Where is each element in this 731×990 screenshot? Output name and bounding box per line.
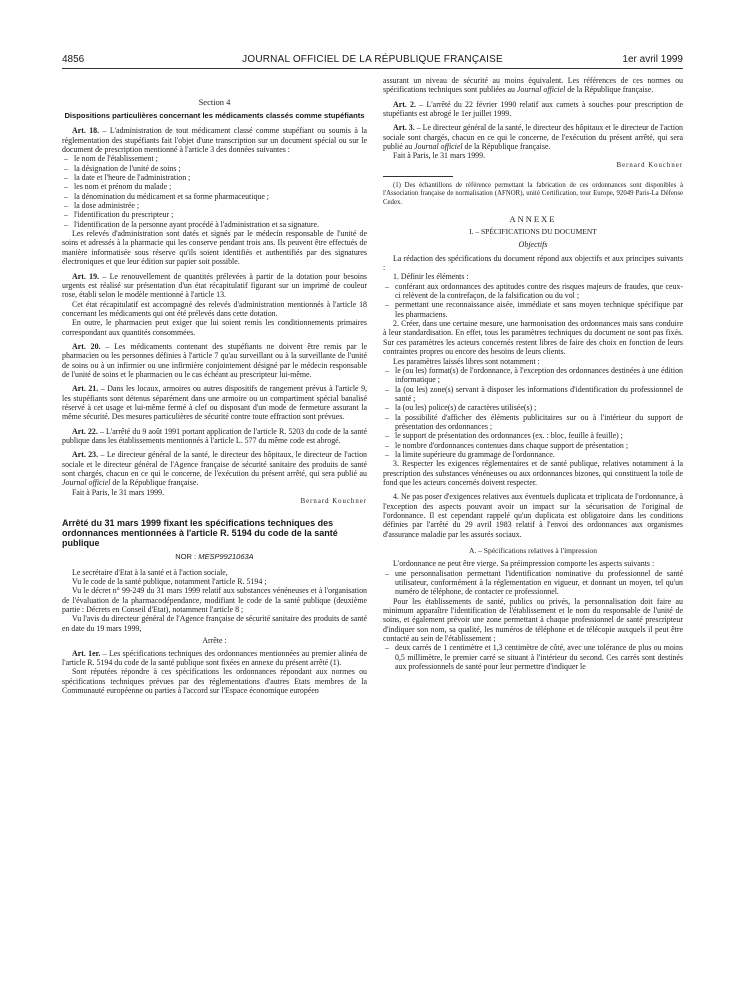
right-column	[383, 76, 683, 672]
list-item: – le (ou les) format(s) de l'ordonnance, à l'exception des ordonnances destinées à une édition informatique ;	[395, 366, 683, 385]
article-1: Art. 1er. – Les spécifications techniques des ordonnances mentionnées au premier alinéa de l'article R. 5194 du code de la santé publique sont fixées en annexe du présent arrêté (1).	[62, 648, 367, 667]
issue-date: 1er avril 1999	[622, 54, 683, 65]
article-23: Art. 23. – Le directeur général de la santé, le directeur des hôpitaux, le directeur de l'action sociale et le directeur général de l'Agence française de sécurité sanitaire des produits de santé sont chargés, chacun en ce qui le concerne, de l'exécution du présent arrêté, qui sera publié au Journal officiel de la République française.	[62, 450, 367, 488]
article-21: Art. 21. – Dans les locaux, armoires ou autres dispositifs de rangement prévus à l'article 9, les stupéfiants sont détenus séparément dans une armoire ou un compartiment spécial banalisé réservé à cet usage et lui-même fermé à clef ou disposant d'un mode de fermeture assurant la même sécurité. Des mesures particulières de sécurité contre toute effraction sont prévues.	[62, 384, 367, 422]
page-number: 4856	[62, 54, 85, 65]
paragraph: En outre, le pharmacien peut exiger que lui soient remis les conditionnements primaires correspondant aux quantités consommées.	[62, 318, 367, 337]
place-date: Fait à Paris, le 31 mars 1999.	[393, 151, 486, 161]
paragraph: Les paramètres laissés libres sont notamment :	[393, 356, 540, 366]
list-item: – les nom et prénom du malade ;	[74, 182, 367, 191]
paragraph: Cet état récapitulatif est accompagné des relevés d'administration mentionnés à l'article 18 concernant les médicaments qui ont été prélevés dans cette dotation.	[62, 299, 367, 318]
nor-reference: NOR : MESP9921063A	[175, 552, 254, 562]
part-heading: I. – SPÉCIFICATIONS DU DOCUMENT	[469, 227, 597, 237]
footnote-rule	[383, 176, 453, 177]
paragraph: 3. Respecter les exigences réglementaires et de santé publique, relatives notamment à la prescription des substances vénéneuses ou aux ordonnances bizones, qui constituent la toile de fond que les acteurs concernés doivent respecter.	[383, 459, 683, 487]
section-title: Section 4	[198, 97, 231, 107]
paragraph: Vu l'avis du directeur général de l'Agence française de sécurité sanitaire des produits de santé en date du 19 mars 1999,	[62, 614, 367, 633]
arrete-word: Arrête :	[202, 636, 227, 646]
article-18-list	[62, 154, 367, 229]
header-rule	[62, 68, 683, 69]
section-subtitle: Dispositions particulières concernant les médicaments classés comme stupéfiants	[64, 111, 365, 121]
footnote: (1) Des échantillons de référence permettant la fabrication de ces ordonnances sont disponibles à l'Association française de normalisation (AFNOR), unité Certification, tour Europe, 92049 Paris-La Défense Cedex.	[383, 182, 683, 206]
page-header	[62, 54, 683, 68]
impression-list	[383, 569, 683, 597]
list-item: – l'identification de la personne ayant procédé à l'administration et sa signature.	[74, 220, 367, 229]
paragraph: Vu le décret n° 99-249 du 31 mars 1999 relatif aux substances vénéneuses et à l'organisation de l'évaluation de la pharmacodépendance, modifiant le code de la santé publique (deuxième partie : Décrets en Conseil d'Etat), notamment l'article 8 ;	[62, 586, 367, 615]
list-item: – conférant aux ordonnances des aptitudes contre des risques majeurs de fraudes, que ceux-ci relèvent de la contrefaçon, de la falsification ou du vol ;	[395, 282, 683, 301]
paragraph: Pour les établissements de santé, publics ou privés, la personnalisation doit faire au minimum apparaître l'identification de l'établissement et le nom du responsable de l'unité de soins, et également prévoir une zone permettant à chaque professionnel de santé prescripteur d'indiquer son nom, sa qualité, les numéros de téléphone et de télécopie auxquels il peut être contacté au sein de l'établissement ;	[383, 596, 683, 644]
list-item: – la limite supérieure du grammage de l'ordonnance.	[395, 450, 683, 459]
paragraph: 1. Définir les éléments :	[393, 272, 469, 282]
article-19: Art. 19. – Le renouvellement de quantités prélevées à partir de la dotation pour besoins urgents est réalisé sur présentation d'un état récapitulatif figurant sur un imprimé de couleur rose, établi selon le modèle mentionné à l'article 13.	[62, 271, 367, 300]
decree-title: Arrêté du 31 mars 1999 fixant les spécifications techniques des ordonnances mentionnées à l'article R. 5194 du code de la santé publique	[62, 518, 338, 549]
signature: Bernard Kouchner	[300, 498, 367, 506]
paragraph: assurant un niveau de sécurité au moins équivalent. Les références de ces normes ou spécifications techniques sont publiées au Journal officiel de la République française.	[383, 76, 683, 95]
objectifs-heading: Objectifs	[518, 240, 548, 250]
list-item: – une personnalisation permettant l'identification nominative du professionnel de santé utilisateur, conformément à la réglementation en vigueur, et donnant un moyen, tel qu'un numéro de téléphone, de contacter ce professionnel.	[395, 569, 683, 597]
objective-1-list	[383, 282, 683, 319]
annexe-title: ANNEXE	[509, 213, 557, 224]
list-item: – l'identification du prescripteur ;	[74, 210, 367, 219]
list-item: – la date et l'heure de l'administration ;	[74, 173, 367, 182]
signature: Bernard Kouchner	[616, 161, 683, 169]
list-item: – permettant une reconnaissance aisée, immédiate et sans moyen technique spécifique par les pharmaciens.	[395, 300, 683, 319]
paragraph: 2. Créer, dans une certaine mesure, une harmonisation des ordonnances mais sans conduire à leur standardisation. En effet, tous les paramètres techniques du document ne sont pas fixés. Sur ces paramètres les acteurs concernés restent libres de faire des choix en fonction de leurs contraintes propres ou encore des besoins de leurs clients.	[383, 319, 683, 357]
list-item: – la dose administrée ;	[74, 201, 367, 210]
parameters-list	[383, 366, 683, 459]
journal-title: JOURNAL OFFICIEL DE LA RÉPUBLIQUE FRANÇAISE	[242, 54, 503, 65]
paragraph: La rédaction des spécifications du document répond aux objectifs et aux principes suivants :	[383, 253, 683, 273]
list-item: – le nombre d'ordonnances contenues dans chaque support de présentation ;	[395, 441, 683, 450]
list-item: – deux carrés de 1 centimètre et 1,3 centimètre de côté, avec une tolérance de plus ou moins 0,5 millimètre, le premier carré se situant à l'intérieur du second. Ces carrés sont destinés aux professionnels de santé pour leur permettre d'indiquer le	[395, 643, 683, 671]
article-2: Art. 2. – L'arrêté du 22 février 1990 relatif aux carnets à souches pour prescription de stupéfiants est abrogé le 1er juillet 1999.	[383, 99, 683, 119]
paragraph: L'ordonnance ne peut être vierge. Sa préimpression comporte les aspects suivants :	[393, 559, 655, 569]
article-20: Art. 20. – Les médicaments contenant des stupéfiants ne doivent être remis par le pharmacien ou les personnes définies à l'article 7 qu'au surveillant ou à la surveillante de l'unité de soins ou à un infirmier ou une infirmière conjointement désigné par le médecin responsable de l'unité de soins et le pharmacien ou le cas échéant au prescripteur lui-même.	[62, 341, 367, 379]
list-item: – la (ou les) zone(s) servant à disposer les informations d'identification du professionnel de santé ;	[395, 385, 683, 404]
paragraph: Sont réputées répondre à ces spécifications les ordonnances répondant aux normes ou spécifications techniques prévues par des réglementations d'autres Etats membres de la Communauté européenne ou parties à l'accord sur l'Espace économique européen	[62, 667, 367, 695]
paragraph: 4. Ne pas poser d'exigences relatives aux éventuels duplicata et triplicata de l'ordonnance, à l'exception des aspects pouvant avoir un impact sur la sécurisation de l'original de l'ordonnance. Il est cependant rappelé qu'un duplicata est obligatoire dans les conditions définies par l'arrêté du 29 avril 1983 relatif à l'envoi des ordonnances aux organismes d'assurance maladie par les assurés sociaux.	[383, 492, 683, 539]
article-18: Art. 18. – L'administration de tout médicament classé comme stupéfiant ou soumis à la réglementation des stupéfiants fait l'objet d'une transcription sur un document spécial ou sur le document de prescription mentionné à l'article 3 des données suivantes :	[62, 126, 367, 155]
article-22: Art. 22. – L'arrêté du 9 août 1991 portant application de l'article R. 5203 du code de la santé publique dans les établissements mentionnés à l'article L. 577 du même code est abrogé.	[62, 426, 367, 445]
place-date: Fait à Paris, le 31 mars 1999.	[72, 487, 165, 497]
list-item: – la (ou les) police(s) de caractères utilisée(s) ;	[395, 403, 683, 412]
impression-list-2	[383, 643, 683, 671]
paragraph: Les relevés d'administration sont datés et signés par le médecin responsable de l'unité de soins et adressés à la pharmacie qui les conserve pendant trois ans. Ils peuvent être effectués de manière informatisée sous réserve qu'ils soient identifiés et authentifiés par des signatures électroniques et que leur édition sur papier soit possible.	[62, 229, 367, 267]
article-3: Art. 3. – Le directeur général de la santé, le directeur des hôpitaux et le directeur de l'action sociale sont chargés, chacun en ce qui le concerne, de l'exécution du présent arrêté, qui sera publié au Journal officiel de la République française.	[383, 123, 683, 152]
paragraph: Le secrétaire d'Etat à la santé et à l'action sociale,	[72, 567, 228, 577]
list-item: – la dénomination du médicament et sa forme pharmaceutique ;	[74, 192, 367, 201]
part-a-heading: A. – Spécifications relatives à l'impression	[469, 546, 597, 556]
list-item: – la possibilité d'afficher des éléments publicitaires sur ou à l'intérieur du support de présentation des ordonnances ;	[395, 413, 683, 432]
list-item: – le support de présentation des ordonnances (ex. : bloc, feuille à feuille) ;	[395, 431, 683, 440]
list-item: – la désignation de l'unité de soins ;	[74, 164, 367, 173]
list-item: – le nom de l'établissement ;	[74, 154, 367, 163]
left-column	[62, 76, 367, 695]
paragraph: Vu le code de la santé publique, notamment l'article R. 5194 ;	[72, 577, 267, 587]
